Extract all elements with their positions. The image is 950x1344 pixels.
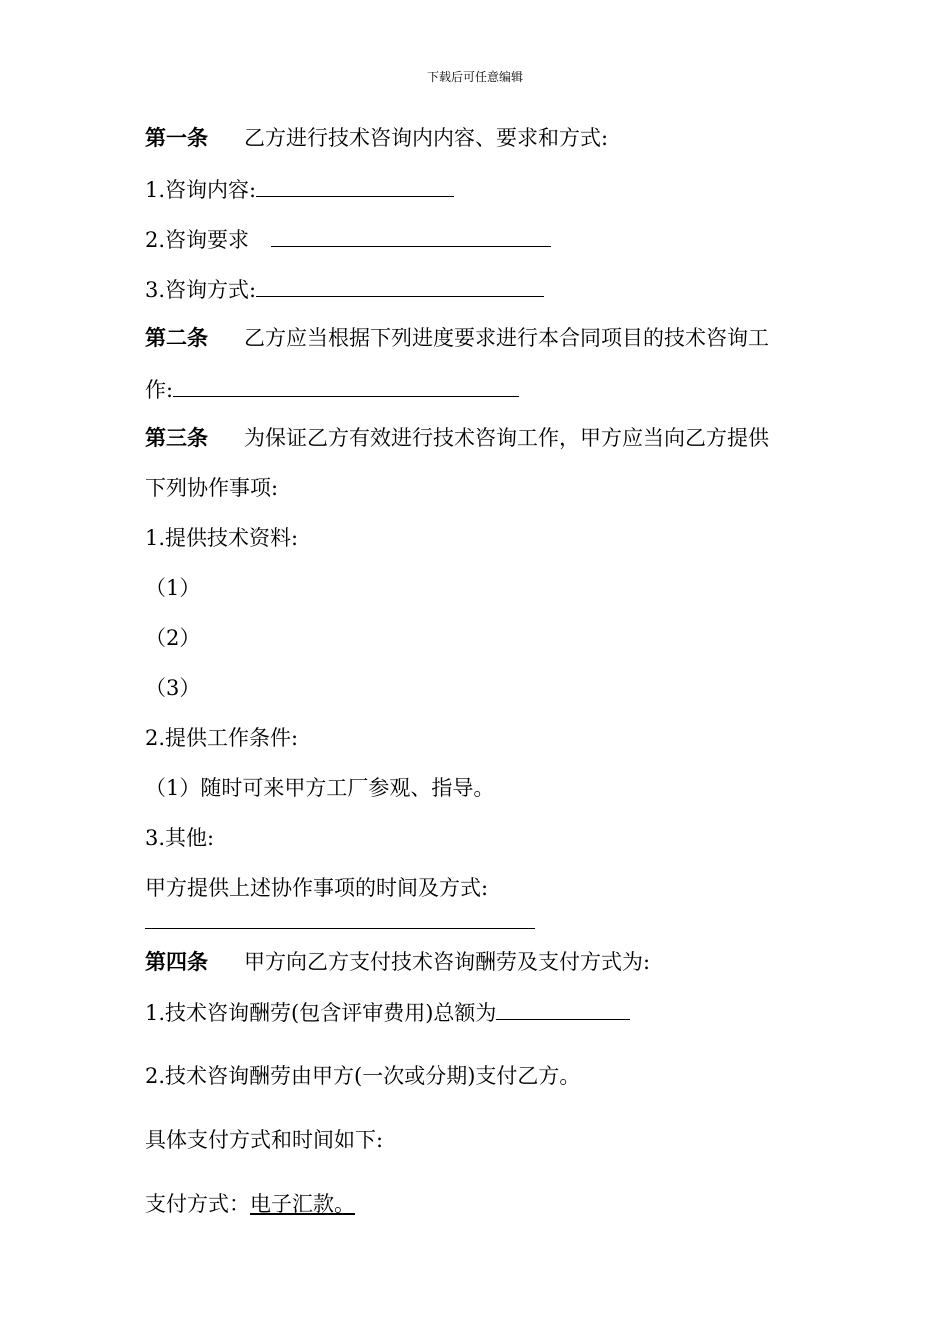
payment-method-label: 支付方式： — [145, 1192, 250, 1216]
article-4 — [145, 950, 650, 974]
article-2 — [145, 326, 769, 350]
article-3 — [145, 426, 769, 450]
payment-by-party: 2.技术咨询酬劳由甲方(一次或分期)支付乙方。 — [145, 1064, 581, 1088]
consult-content-label: 1.咨询内容: — [145, 178, 257, 202]
work-conditions-item-1: （1）随时可来甲方工厂参观、指导。 — [145, 776, 495, 800]
payment-details: 具体支付方式和时间如下: — [145, 1128, 384, 1152]
tech-docs-item-1: （1） — [145, 576, 201, 600]
tech-docs-item-3: （3） — [145, 676, 201, 700]
consult-content-blank[interactable] — [256, 176, 454, 197]
article-2-text: 乙方应当根据下列进度要求进行本合同项目的技术咨询工 — [244, 326, 769, 350]
provision-timing: 甲方提供上述协作事项的时间及方式: — [145, 876, 489, 900]
provision-timing-blank[interactable] — [145, 928, 535, 929]
page-header: 下载后可任意编辑 — [426, 70, 523, 84]
other-item: 3.其他: — [145, 826, 215, 850]
consult-requirement-label: 2.咨询要求 — [145, 228, 250, 252]
article-1-label: 第一条 — [145, 126, 208, 150]
article-4-label: 第四条 — [145, 950, 208, 974]
payment-method-value: 电子汇款。 — [250, 1192, 355, 1216]
article-2-label: 第二条 — [145, 326, 208, 350]
total-fee-label: 1.技术咨询酬劳(包含评审费用)总额为 — [145, 1001, 497, 1025]
provide-work-conditions: 2.提供工作条件: — [145, 726, 299, 750]
article-1 — [145, 126, 608, 150]
total-fee-blank[interactable] — [496, 999, 630, 1020]
article-1-text: 乙方进行技术咨询内内容、要求和方式: — [244, 126, 609, 150]
article-3-text: 为保证乙方有效进行技术咨询工作，甲方应当向乙方提供 — [244, 426, 769, 450]
consult-requirement-line — [145, 226, 551, 252]
provide-tech-docs: 1.提供技术资料: — [145, 526, 299, 550]
payment-method-line — [145, 1192, 355, 1216]
article-2-cont-text: 作: — [145, 378, 174, 402]
consult-method-line — [145, 276, 544, 302]
tech-docs-item-2: （2） — [145, 626, 201, 650]
consult-method-blank[interactable] — [256, 276, 544, 297]
consult-content-line — [145, 176, 454, 202]
consult-requirement-blank[interactable] — [271, 226, 551, 247]
article-3-continuation: 下列协作事项: — [145, 476, 279, 500]
article-3-label: 第三条 — [145, 426, 208, 450]
total-fee-line — [145, 999, 630, 1025]
schedule-blank[interactable] — [173, 376, 519, 397]
article-2-continuation — [145, 376, 519, 402]
consult-method-label: 3.咨询方式: — [145, 278, 257, 302]
article-4-text: 甲方向乙方支付技术咨询酬劳及支付方式为: — [244, 950, 651, 974]
